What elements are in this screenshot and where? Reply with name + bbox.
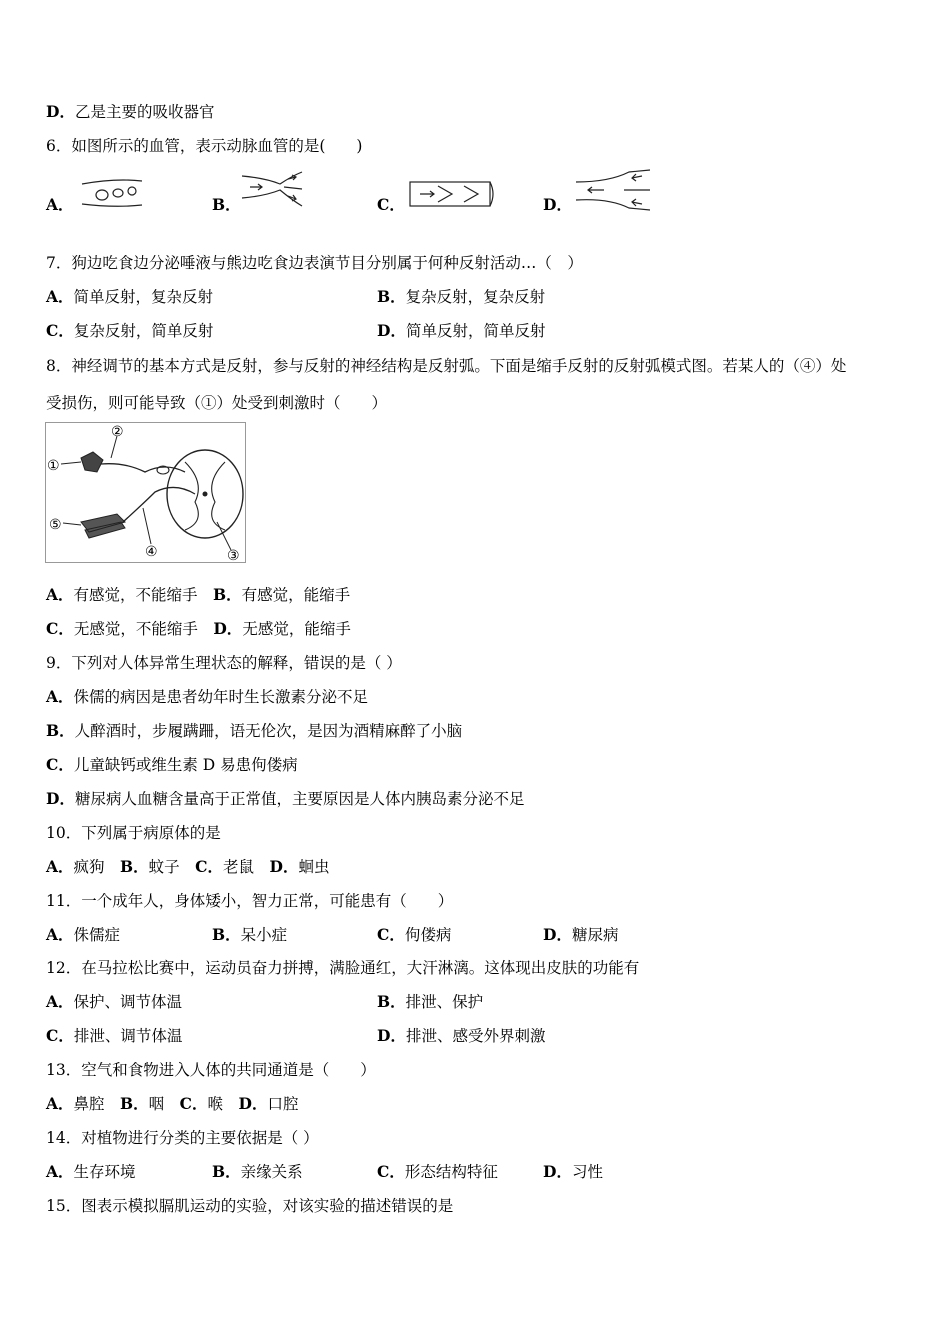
q11-option-d: D．糖尿病 xyxy=(543,925,619,944)
q6-label-c: C． xyxy=(377,195,405,214)
q15-stem: 15．图表示模拟膈肌运动的实验，对该实验的描述错误的是 xyxy=(46,1197,454,1215)
q7-option-d: D．简单反射，简单反射 xyxy=(377,321,546,340)
reflex-label-3: ③ xyxy=(227,548,240,564)
q12-option-b: B．排泄、保护 xyxy=(377,992,484,1011)
q7-option-a: A．简单反射，复杂反射 xyxy=(46,287,214,306)
q8-options-line2: C．无感觉，不能缩手 D．无感觉，能缩手 xyxy=(46,619,351,638)
q12-stem: 12．在马拉松比赛中，运动员奋力拼搏，满脸通红，大汗淋漓。这体现出皮肤的功能有 xyxy=(46,959,640,977)
q6-vessel-d-figure xyxy=(574,168,654,213)
q6-vessel-a-figure xyxy=(80,178,150,208)
q6-label-b: B． xyxy=(212,195,241,214)
reflex-label-1: ① xyxy=(47,458,60,474)
q6-vessel-c-figure xyxy=(408,180,498,210)
q9-option-c: C．儿童缺钙或维生素 D 易患佝偻病 xyxy=(46,755,298,774)
reflex-label-5: ⑤ xyxy=(49,517,62,533)
q12-option-d: D．排泄、感受外界刺激 xyxy=(377,1026,546,1045)
q8-stem-line2: 受损伤，则可能导致（①）处受到刺激时（ ） xyxy=(46,394,388,412)
q14-option-d: D．习性 xyxy=(543,1162,603,1181)
q9-option-a: A．侏儒的病因是患者幼年时生长激素分泌不足 xyxy=(46,687,369,706)
q11-option-a: A．侏儒症 xyxy=(46,925,121,944)
q8-options-line1: A．有感觉，不能缩手 B．有感觉，能缩手 xyxy=(46,585,351,604)
reflex-arc-figure xyxy=(45,422,247,564)
q9-stem: 9．下列对人体异常生理状态的解释，错误的是（ ） xyxy=(46,654,402,672)
q7-option-b: B．复杂反射，复杂反射 xyxy=(377,287,546,306)
reflex-label-4: ④ xyxy=(145,544,158,560)
q8-stem-line1: 8．神经调节的基本方式是反射，参与反射的神经结构是反射弧。下面是缩手反射的反射弧模式图。若某人的（④）处 xyxy=(46,357,847,375)
q14-option-a: A．生存环境 xyxy=(46,1162,136,1181)
q11-option-b: B．呆小症 xyxy=(212,925,288,944)
reflex-label-2: ② xyxy=(111,424,124,440)
q13-stem: 13．空气和食物进入人体的共同通道是（ ） xyxy=(46,1061,376,1079)
q9-option-d: D．糖尿病人血糖含量高于正常值，主要原因是人体内胰岛素分泌不足 xyxy=(46,789,525,808)
q14-option-b: B．亲缘关系 xyxy=(212,1162,303,1181)
q13-options: A．鼻腔 B．咽 C．喉 D．口腔 xyxy=(46,1094,299,1113)
q12-option-a: A．保护、调节体温 xyxy=(46,992,183,1011)
q14-stem: 14．对植物进行分类的主要依据是（ ） xyxy=(46,1129,319,1147)
q6-vessel-b-figure xyxy=(240,170,305,210)
q10-stem: 10．下列属于病原体的是 xyxy=(46,824,221,842)
q6-stem: 6．如图所示的血管，表示动脉血管的是( ) xyxy=(46,137,363,155)
q11-stem: 11．一个成年人，身体矮小，智力正常，可能患有（ ） xyxy=(46,892,454,910)
q12-option-c: C．排泄、调节体温 xyxy=(46,1026,183,1045)
q6-label-d: D． xyxy=(543,195,572,214)
q7-option-c: C．复杂反射，简单反射 xyxy=(46,321,214,340)
q14-option-c: C．形态结构特征 xyxy=(377,1162,498,1181)
q6-label-a: A． xyxy=(46,195,74,214)
q5-option-d: D．乙是主要的吸收器官 xyxy=(46,102,215,121)
q11-option-c: C．佝偻病 xyxy=(377,925,452,944)
q7-stem: 7．狗边吃食边分泌唾液与熊边吃食边表演节目分别属于何种反射活动…（ ） xyxy=(46,254,583,272)
q10-options: A．疯狗 B．蚊子 C．老鼠 D．蛔虫 xyxy=(46,857,330,876)
q9-option-b: B．人醉酒时，步履蹒跚，语无伦次，是因为酒精麻醉了小脑 xyxy=(46,721,463,740)
